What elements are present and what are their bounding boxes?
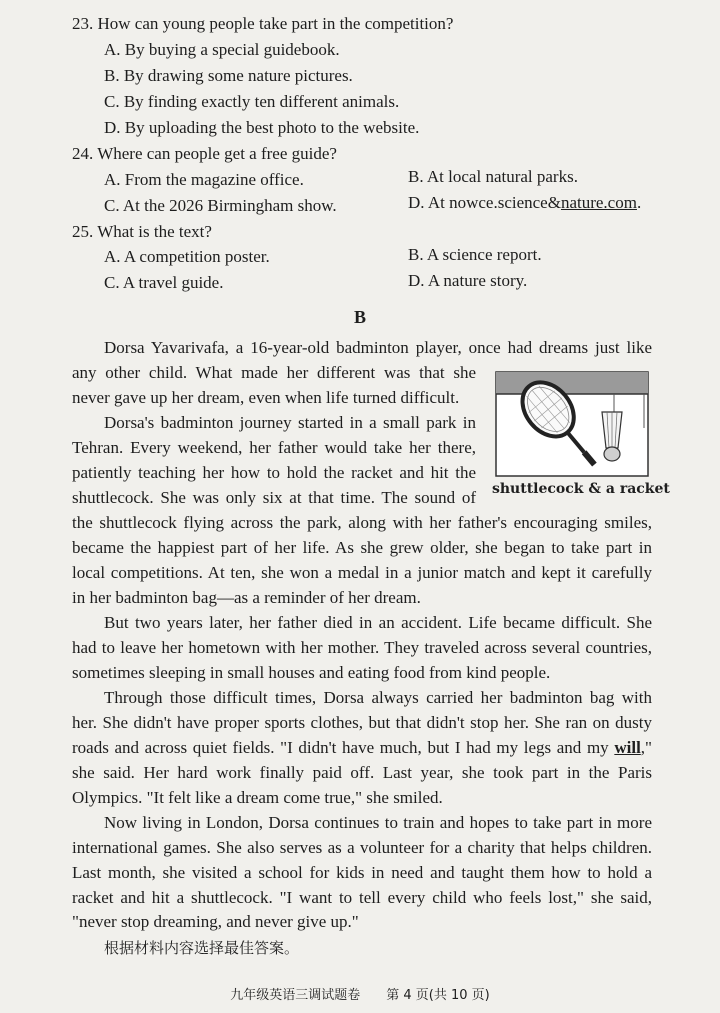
question-25-stem: 25. What is the text? [72,222,212,241]
passage-line: any other child. What made her different was that she [72,363,476,382]
passage-line: had to leave her hometown with her mother. They traveled across several countries, [72,638,652,657]
underlined-word-will: will [614,738,641,757]
passage-line: Tehran. Every weekend, her father would take her there, [72,438,476,457]
passage-line: never gave up her dream, even when life turned difficult. [72,388,460,407]
passage-line: patiently teaching her how to hold the racket and hit the [72,463,476,482]
question-25-option-b: B. A science report. [408,245,542,264]
passage-line: "never stop dreaming, and never give up." [72,912,359,931]
passage-line: shuttlecock. She was only six at that time. The sound of [72,488,476,507]
passage-line: Olympics. "It felt like a dream come true," she smiled. [72,788,443,807]
passage-line: international games. She also serves as a volunteer for a charity that helps children. [72,838,652,857]
shuttlecock-racket-illustration [494,368,650,480]
question-23-option-b: B. By drawing some nature pictures. [104,66,353,85]
question-24-option-d [408,193,641,213]
passage-line: the shuttlecock flying across the park, along with her father's encouraging smiles, [72,513,652,532]
passage-line: But two years later, her father died in an accident. Life became difficult. She [104,613,652,632]
passage-line: Dorsa's badminton journey started in a small park in [104,413,476,432]
passage-line: Dorsa Yavarivafa, a 16-year-old badminton player, once had dreams just like [104,338,652,357]
question-24-option-d-link: nature.com [560,193,637,212]
figure-caption: shuttlecock & a racket [492,481,670,497]
question-24-option-d-suffix: . [636,193,642,212]
passage-line: she said. Her hard work finally paid off. Last year, she took part in the Paris [72,763,652,782]
passage-line: Now living in London, Dorsa continues to train and hopes to take part in more [104,813,652,832]
question-23-option-c: C. By finding exactly ten different animals. [104,92,400,111]
question-24-option-c: C. At the 2026 Birmingham show. [104,196,337,215]
section-heading: B [353,307,366,327]
question-25-option-c: C. A travel guide. [104,273,224,292]
question-24-option-d-prefix: D. At nowce.science& [408,193,561,212]
passage-line: local competitions. At ten, she won a medal in a junior match and kept it carefully [72,563,652,582]
question-24-option-b: B. At local natural parks. [408,167,578,186]
passage-line: in her badminton bag—as a reminder of her dream. [72,588,421,607]
passage-line: racket and hit a shuttlecock. "I want to tell every child who feels lost," she said, [72,888,652,907]
question-25-option-d: D. A nature story. [408,271,528,290]
passage-line [72,738,652,758]
question-24-stem: 24. Where can people get a free guide? [72,144,337,163]
question-25-option-a: A. A competition poster. [104,247,270,266]
question-24-option-a: A. From the magazine office. [104,170,304,189]
passage-line: Through those difficult times, Dorsa always carried her badminton bag with [104,688,652,707]
question-23-stem: 23. How can young people take part in the competition? [72,14,454,33]
instruction-text: 根据材料内容选择最佳答案。 [104,939,300,957]
passage-line-suffix: ," [640,738,652,757]
question-23-option-a: A. By buying a special guidebook. [104,40,340,59]
question-23-option-d: D. By uploading the best photo to the website. [104,118,420,137]
passage-line: became the happiest part of her life. As she grew older, she began to take part in [72,538,652,557]
shuttlecock-icon [602,412,622,461]
passage-line: her. She didn't have proper sports clothes, but that didn't stop her. She ran on dusty [72,713,652,732]
page-footer: 九年级英语三调试题卷 第 4 页(共 10 页) [230,988,490,1003]
passage-line: Last month, she visited a school for kids in need and taught them how to hold a [72,863,652,882]
passage-line-prefix: roads and across quiet fields. "I didn't have much, but I had my legs and my [72,738,615,757]
passage-line: sometimes sleeping in small houses and eating food from kind people. [72,663,551,682]
